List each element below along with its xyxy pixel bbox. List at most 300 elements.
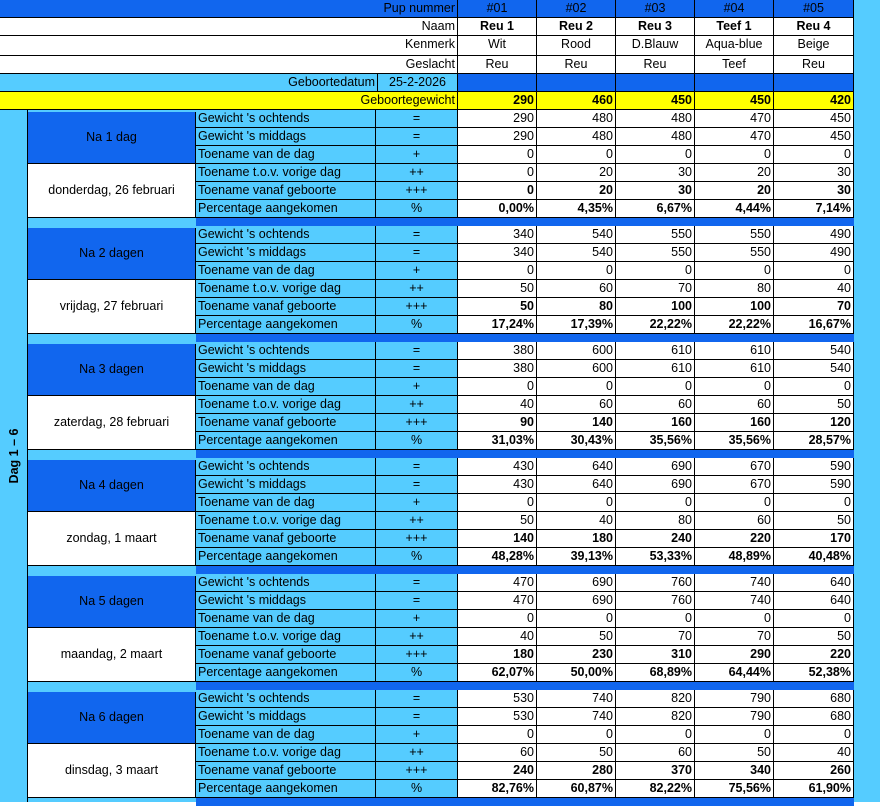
day-title-2[interactable]: Na 2 dagen bbox=[28, 228, 196, 280]
value-cell-day6-row1-pup4[interactable]: 790 bbox=[695, 690, 774, 708]
row-symbol[interactable]: +++ bbox=[376, 762, 458, 780]
value-cell-day2-row2-pup4[interactable]: 550 bbox=[695, 244, 774, 262]
value-cell-day4-row3-pup3[interactable]: 0 bbox=[616, 494, 695, 512]
value-cell-day3-row3-pup2[interactable]: 0 bbox=[537, 378, 616, 396]
row-symbol[interactable]: % bbox=[376, 548, 458, 566]
value-cell-day2-row1-pup5[interactable]: 490 bbox=[774, 226, 854, 244]
row-label[interactable]: Toename van de dag bbox=[196, 262, 376, 280]
pup-number-1[interactable]: #01 bbox=[458, 0, 537, 18]
row-label[interactable]: Toename vanaf geboorte bbox=[196, 646, 376, 664]
birthweight-label[interactable]: Geboortegewicht bbox=[0, 92, 458, 110]
row-symbol[interactable]: ++ bbox=[376, 164, 458, 182]
value-cell-day5-row2-pup5[interactable]: 640 bbox=[774, 592, 854, 610]
value-cell-day6-row5-pup1[interactable]: 240 bbox=[458, 762, 537, 780]
value-cell-day2-row1-pup2[interactable]: 540 bbox=[537, 226, 616, 244]
value-cell-day2-row5-pup3[interactable]: 100 bbox=[616, 298, 695, 316]
row-symbol[interactable]: +++ bbox=[376, 530, 458, 548]
day-date-5[interactable]: maandag, 2 maart bbox=[28, 628, 196, 682]
value-cell-day2-row3-pup1[interactable]: 0 bbox=[458, 262, 537, 280]
value-cell-day5-row3-pup5[interactable]: 0 bbox=[774, 610, 854, 628]
value-cell-day6-row3-pup2[interactable]: 0 bbox=[537, 726, 616, 744]
day-title-1[interactable]: Na 1 dag bbox=[28, 112, 196, 164]
value-cell-day4-row5-pup3[interactable]: 240 bbox=[616, 530, 695, 548]
value-cell-day6-row1-pup3[interactable]: 820 bbox=[616, 690, 695, 708]
value-cell-day5-row2-pup2[interactable]: 690 bbox=[537, 592, 616, 610]
birthdate-label[interactable]: Geboortedatum bbox=[0, 74, 378, 92]
pup-sex-5[interactable]: Reu bbox=[774, 56, 854, 74]
birthweight-pup-4[interactable]: 450 bbox=[695, 92, 774, 110]
value-cell-day1-row4-pup1[interactable]: 0 bbox=[458, 164, 537, 182]
value-cell-day5-row3-pup3[interactable]: 0 bbox=[616, 610, 695, 628]
row-symbol[interactable]: ++ bbox=[376, 744, 458, 762]
value-cell-day2-row1-pup4[interactable]: 550 bbox=[695, 226, 774, 244]
row-symbol[interactable]: + bbox=[376, 726, 458, 744]
value-cell-day2-row3-pup2[interactable]: 0 bbox=[537, 262, 616, 280]
value-cell-day6-row1-pup1[interactable]: 530 bbox=[458, 690, 537, 708]
value-cell-day5-row4-pup2[interactable]: 50 bbox=[537, 628, 616, 646]
row-label[interactable]: Toename t.o.v. vorige dag bbox=[196, 280, 376, 298]
value-cell-day4-row1-pup3[interactable]: 690 bbox=[616, 458, 695, 476]
value-cell-day1-row1-pup2[interactable]: 480 bbox=[537, 110, 616, 128]
row-label[interactable]: Toename vanaf geboorte bbox=[196, 762, 376, 780]
row-symbol[interactable]: = bbox=[376, 128, 458, 146]
value-cell-day1-row1-pup1[interactable]: 290 bbox=[458, 110, 537, 128]
value-cell-day1-row3-pup1[interactable]: 0 bbox=[458, 146, 537, 164]
value-cell-day4-row4-pup1[interactable]: 50 bbox=[458, 512, 537, 530]
value-cell-day6-row3-pup3[interactable]: 0 bbox=[616, 726, 695, 744]
birthdate-pup-1[interactable] bbox=[458, 74, 537, 92]
value-cell-day3-row3-pup3[interactable]: 0 bbox=[616, 378, 695, 396]
value-cell-day6-row4-pup1[interactable]: 60 bbox=[458, 744, 537, 762]
value-cell-day1-row2-pup5[interactable]: 450 bbox=[774, 128, 854, 146]
pup-name-2[interactable]: Reu 2 bbox=[537, 18, 616, 36]
value-cell-day1-row6-pup1[interactable]: 0,00% bbox=[458, 200, 537, 218]
value-cell-day6-row5-pup2[interactable]: 280 bbox=[537, 762, 616, 780]
value-cell-day2-row2-pup3[interactable]: 550 bbox=[616, 244, 695, 262]
value-cell-day4-row3-pup5[interactable]: 0 bbox=[774, 494, 854, 512]
value-cell-day3-row5-pup2[interactable]: 140 bbox=[537, 414, 616, 432]
row-label[interactable]: Gewicht 's middags bbox=[196, 476, 376, 494]
value-cell-day3-row5-pup3[interactable]: 160 bbox=[616, 414, 695, 432]
row-symbol[interactable]: +++ bbox=[376, 298, 458, 316]
value-cell-day3-row1-pup2[interactable]: 600 bbox=[537, 342, 616, 360]
value-cell-day6-row6-pup1[interactable]: 82,76% bbox=[458, 780, 537, 798]
pup-name-4[interactable]: Teef 1 bbox=[695, 18, 774, 36]
value-cell-day1-row1-pup3[interactable]: 480 bbox=[616, 110, 695, 128]
day-title-6[interactable]: Na 6 dagen bbox=[28, 692, 196, 744]
value-cell-day2-row6-pup4[interactable]: 22,22% bbox=[695, 316, 774, 334]
value-cell-day2-row4-pup4[interactable]: 80 bbox=[695, 280, 774, 298]
row-label[interactable]: Gewicht 's ochtends bbox=[196, 226, 376, 244]
row-symbol[interactable]: ++ bbox=[376, 280, 458, 298]
row-symbol[interactable]: = bbox=[376, 592, 458, 610]
value-cell-day2-row2-pup5[interactable]: 490 bbox=[774, 244, 854, 262]
value-cell-day4-row2-pup3[interactable]: 690 bbox=[616, 476, 695, 494]
value-cell-day5-row6-pup4[interactable]: 64,44% bbox=[695, 664, 774, 682]
value-cell-day4-row5-pup5[interactable]: 170 bbox=[774, 530, 854, 548]
row-label[interactable]: Toename vanaf geboorte bbox=[196, 298, 376, 316]
row-symbol[interactable]: ++ bbox=[376, 628, 458, 646]
birthweight-pup-2[interactable]: 460 bbox=[537, 92, 616, 110]
day-date-6[interactable]: dinsdag, 3 maart bbox=[28, 744, 196, 798]
row-symbol[interactable]: = bbox=[376, 690, 458, 708]
value-cell-day5-row1-pup1[interactable]: 470 bbox=[458, 574, 537, 592]
day-title-3[interactable]: Na 3 dagen bbox=[28, 344, 196, 396]
row-label[interactable]: Toename t.o.v. vorige dag bbox=[196, 628, 376, 646]
value-cell-day4-row3-pup4[interactable]: 0 bbox=[695, 494, 774, 512]
value-cell-day3-row4-pup3[interactable]: 60 bbox=[616, 396, 695, 414]
value-cell-day5-row5-pup4[interactable]: 290 bbox=[695, 646, 774, 664]
value-cell-day2-row1-pup3[interactable]: 550 bbox=[616, 226, 695, 244]
row-label[interactable]: Toename vanaf geboorte bbox=[196, 530, 376, 548]
row-symbol[interactable]: ++ bbox=[376, 396, 458, 414]
value-cell-day5-row6-pup3[interactable]: 68,89% bbox=[616, 664, 695, 682]
pup-name-1[interactable]: Reu 1 bbox=[458, 18, 537, 36]
value-cell-day2-row6-pup1[interactable]: 17,24% bbox=[458, 316, 537, 334]
row-label[interactable]: Toename t.o.v. vorige dag bbox=[196, 164, 376, 182]
row-label[interactable]: Gewicht 's middags bbox=[196, 592, 376, 610]
pup-mark-1[interactable]: Wit bbox=[458, 36, 537, 56]
row-symbol[interactable]: % bbox=[376, 780, 458, 798]
row-label[interactable]: Gewicht 's middags bbox=[196, 128, 376, 146]
row-label[interactable]: Percentage aangekomen bbox=[196, 432, 376, 450]
row-symbol[interactable]: = bbox=[376, 244, 458, 262]
pup-number-5[interactable]: #05 bbox=[774, 0, 854, 18]
value-cell-day1-row4-pup2[interactable]: 20 bbox=[537, 164, 616, 182]
row-symbol[interactable]: = bbox=[376, 476, 458, 494]
value-cell-day6-row4-pup2[interactable]: 50 bbox=[537, 744, 616, 762]
value-cell-day4-row5-pup4[interactable]: 220 bbox=[695, 530, 774, 548]
row-symbol[interactable]: +++ bbox=[376, 414, 458, 432]
row-label[interactable]: Gewicht 's ochtends bbox=[196, 458, 376, 476]
pup-sex-3[interactable]: Reu bbox=[616, 56, 695, 74]
pup-name-3[interactable]: Reu 3 bbox=[616, 18, 695, 36]
value-cell-day3-row6-pup2[interactable]: 30,43% bbox=[537, 432, 616, 450]
value-cell-day3-row2-pup2[interactable]: 600 bbox=[537, 360, 616, 378]
value-cell-day4-row1-pup5[interactable]: 590 bbox=[774, 458, 854, 476]
value-cell-day1-row5-pup4[interactable]: 20 bbox=[695, 182, 774, 200]
value-cell-day2-row3-pup4[interactable]: 0 bbox=[695, 262, 774, 280]
value-cell-day2-row4-pup1[interactable]: 50 bbox=[458, 280, 537, 298]
row-label[interactable]: Toename t.o.v. vorige dag bbox=[196, 512, 376, 530]
value-cell-day3-row6-pup5[interactable]: 28,57% bbox=[774, 432, 854, 450]
value-cell-day1-row6-pup3[interactable]: 6,67% bbox=[616, 200, 695, 218]
value-cell-day6-row5-pup3[interactable]: 370 bbox=[616, 762, 695, 780]
value-cell-day3-row6-pup4[interactable]: 35,56% bbox=[695, 432, 774, 450]
value-cell-day5-row1-pup2[interactable]: 690 bbox=[537, 574, 616, 592]
birthdate-pup-4[interactable] bbox=[695, 74, 774, 92]
birthweight-pup-1[interactable]: 290 bbox=[458, 92, 537, 110]
value-cell-day5-row1-pup4[interactable]: 740 bbox=[695, 574, 774, 592]
value-cell-day6-row2-pup5[interactable]: 680 bbox=[774, 708, 854, 726]
value-cell-day5-row4-pup1[interactable]: 40 bbox=[458, 628, 537, 646]
value-cell-day5-row5-pup5[interactable]: 220 bbox=[774, 646, 854, 664]
value-cell-day2-row2-pup2[interactable]: 540 bbox=[537, 244, 616, 262]
row-label[interactable]: Toename van de dag bbox=[196, 610, 376, 628]
day-date-2[interactable]: vrijdag, 27 februari bbox=[28, 280, 196, 334]
row-label[interactable]: Gewicht 's middags bbox=[196, 244, 376, 262]
value-cell-day3-row5-pup4[interactable]: 160 bbox=[695, 414, 774, 432]
row-symbol[interactable]: % bbox=[376, 200, 458, 218]
row-symbol[interactable]: = bbox=[376, 360, 458, 378]
value-cell-day3-row4-pup1[interactable]: 40 bbox=[458, 396, 537, 414]
value-cell-day3-row1-pup1[interactable]: 380 bbox=[458, 342, 537, 360]
pup-number-4[interactable]: #04 bbox=[695, 0, 774, 18]
value-cell-day1-row3-pup2[interactable]: 0 bbox=[537, 146, 616, 164]
value-cell-day1-row3-pup3[interactable]: 0 bbox=[616, 146, 695, 164]
value-cell-day1-row2-pup4[interactable]: 470 bbox=[695, 128, 774, 146]
value-cell-day3-row3-pup1[interactable]: 0 bbox=[458, 378, 537, 396]
value-cell-day1-row5-pup1[interactable]: 0 bbox=[458, 182, 537, 200]
header-pup_number_label[interactable]: Pup nummer bbox=[0, 0, 458, 18]
row-symbol[interactable]: % bbox=[376, 432, 458, 450]
value-cell-day5-row4-pup3[interactable]: 70 bbox=[616, 628, 695, 646]
value-cell-day6-row4-pup5[interactable]: 40 bbox=[774, 744, 854, 762]
value-cell-day1-row5-pup5[interactable]: 30 bbox=[774, 182, 854, 200]
value-cell-day6-row6-pup5[interactable]: 61,90% bbox=[774, 780, 854, 798]
row-label[interactable]: Percentage aangekomen bbox=[196, 548, 376, 566]
row-label[interactable]: Toename van de dag bbox=[196, 494, 376, 512]
value-cell-day6-row3-pup5[interactable]: 0 bbox=[774, 726, 854, 744]
value-cell-day5-row2-pup4[interactable]: 740 bbox=[695, 592, 774, 610]
value-cell-day4-row5-pup2[interactable]: 180 bbox=[537, 530, 616, 548]
row-symbol[interactable]: = bbox=[376, 226, 458, 244]
row-symbol[interactable]: % bbox=[376, 664, 458, 682]
value-cell-day3-row5-pup5[interactable]: 120 bbox=[774, 414, 854, 432]
value-cell-day3-row3-pup4[interactable]: 0 bbox=[695, 378, 774, 396]
value-cell-day6-row6-pup2[interactable]: 60,87% bbox=[537, 780, 616, 798]
header-name_label[interactable]: Naam bbox=[0, 18, 458, 36]
value-cell-day1-row4-pup3[interactable]: 30 bbox=[616, 164, 695, 182]
value-cell-day1-row1-pup5[interactable]: 450 bbox=[774, 110, 854, 128]
value-cell-day4-row5-pup1[interactable]: 140 bbox=[458, 530, 537, 548]
value-cell-day2-row6-pup5[interactable]: 16,67% bbox=[774, 316, 854, 334]
value-cell-day6-row1-pup2[interactable]: 740 bbox=[537, 690, 616, 708]
value-cell-day3-row3-pup5[interactable]: 0 bbox=[774, 378, 854, 396]
value-cell-day6-row6-pup4[interactable]: 75,56% bbox=[695, 780, 774, 798]
value-cell-day2-row6-pup3[interactable]: 22,22% bbox=[616, 316, 695, 334]
value-cell-day4-row6-pup4[interactable]: 48,89% bbox=[695, 548, 774, 566]
value-cell-day6-row4-pup3[interactable]: 60 bbox=[616, 744, 695, 762]
value-cell-day1-row4-pup5[interactable]: 30 bbox=[774, 164, 854, 182]
birthdate-pup-5[interactable] bbox=[774, 74, 854, 92]
value-cell-day6-row4-pup4[interactable]: 50 bbox=[695, 744, 774, 762]
row-symbol[interactable]: ++ bbox=[376, 512, 458, 530]
pup-mark-5[interactable]: Beige bbox=[774, 36, 854, 56]
value-cell-day4-row1-pup1[interactable]: 430 bbox=[458, 458, 537, 476]
value-cell-day6-row2-pup4[interactable]: 790 bbox=[695, 708, 774, 726]
value-cell-day6-row1-pup5[interactable]: 680 bbox=[774, 690, 854, 708]
row-label[interactable]: Toename van de dag bbox=[196, 726, 376, 744]
value-cell-day5-row1-pup3[interactable]: 760 bbox=[616, 574, 695, 592]
row-symbol[interactable]: + bbox=[376, 494, 458, 512]
header-sex_label[interactable]: Geslacht bbox=[0, 56, 458, 74]
value-cell-day6-row2-pup3[interactable]: 820 bbox=[616, 708, 695, 726]
value-cell-day4-row2-pup5[interactable]: 590 bbox=[774, 476, 854, 494]
value-cell-day4-row4-pup3[interactable]: 80 bbox=[616, 512, 695, 530]
value-cell-day3-row4-pup5[interactable]: 50 bbox=[774, 396, 854, 414]
value-cell-day3-row1-pup5[interactable]: 540 bbox=[774, 342, 854, 360]
row-label[interactable]: Toename t.o.v. vorige dag bbox=[196, 744, 376, 762]
value-cell-day3-row4-pup2[interactable]: 60 bbox=[537, 396, 616, 414]
value-cell-day1-row2-pup2[interactable]: 480 bbox=[537, 128, 616, 146]
value-cell-day4-row1-pup2[interactable]: 640 bbox=[537, 458, 616, 476]
value-cell-day4-row6-pup1[interactable]: 48,28% bbox=[458, 548, 537, 566]
row-label[interactable]: Gewicht 's middags bbox=[196, 708, 376, 726]
row-label[interactable]: Gewicht 's ochtends bbox=[196, 574, 376, 592]
day-title-5[interactable]: Na 5 dagen bbox=[28, 576, 196, 628]
value-cell-day6-row5-pup5[interactable]: 260 bbox=[774, 762, 854, 780]
row-symbol[interactable]: + bbox=[376, 146, 458, 164]
row-label[interactable]: Toename van de dag bbox=[196, 378, 376, 396]
value-cell-day1-row6-pup2[interactable]: 4,35% bbox=[537, 200, 616, 218]
value-cell-day5-row2-pup3[interactable]: 760 bbox=[616, 592, 695, 610]
row-label[interactable]: Gewicht 's ochtends bbox=[196, 110, 376, 128]
row-symbol[interactable]: = bbox=[376, 342, 458, 360]
pup-mark-3[interactable]: D.Blauw bbox=[616, 36, 695, 56]
value-cell-day6-row2-pup1[interactable]: 530 bbox=[458, 708, 537, 726]
row-label[interactable]: Percentage aangekomen bbox=[196, 200, 376, 218]
value-cell-day2-row1-pup1[interactable]: 340 bbox=[458, 226, 537, 244]
pup-number-2[interactable]: #02 bbox=[537, 0, 616, 18]
value-cell-day6-row2-pup2[interactable]: 740 bbox=[537, 708, 616, 726]
value-cell-day2-row2-pup1[interactable]: 340 bbox=[458, 244, 537, 262]
value-cell-day4-row2-pup4[interactable]: 670 bbox=[695, 476, 774, 494]
value-cell-day4-row3-pup1[interactable]: 0 bbox=[458, 494, 537, 512]
value-cell-day3-row6-pup1[interactable]: 31,03% bbox=[458, 432, 537, 450]
value-cell-day3-row2-pup1[interactable]: 380 bbox=[458, 360, 537, 378]
pup-number-3[interactable]: #03 bbox=[616, 0, 695, 18]
row-label[interactable]: Percentage aangekomen bbox=[196, 316, 376, 334]
value-cell-day5-row4-pup4[interactable]: 70 bbox=[695, 628, 774, 646]
value-cell-day2-row4-pup2[interactable]: 60 bbox=[537, 280, 616, 298]
value-cell-day2-row6-pup2[interactable]: 17,39% bbox=[537, 316, 616, 334]
row-label[interactable]: Percentage aangekomen bbox=[196, 780, 376, 798]
value-cell-day5-row6-pup2[interactable]: 50,00% bbox=[537, 664, 616, 682]
row-symbol[interactable]: + bbox=[376, 610, 458, 628]
day-date-3[interactable]: zaterdag, 28 februari bbox=[28, 396, 196, 450]
value-cell-day4-row4-pup4[interactable]: 60 bbox=[695, 512, 774, 530]
value-cell-day6-row3-pup4[interactable]: 0 bbox=[695, 726, 774, 744]
birthdate-pup-3[interactable] bbox=[616, 74, 695, 92]
pup-name-5[interactable]: Reu 4 bbox=[774, 18, 854, 36]
value-cell-day3-row6-pup3[interactable]: 35,56% bbox=[616, 432, 695, 450]
value-cell-day4-row6-pup2[interactable]: 39,13% bbox=[537, 548, 616, 566]
value-cell-day5-row5-pup2[interactable]: 230 bbox=[537, 646, 616, 664]
value-cell-day1-row3-pup5[interactable]: 0 bbox=[774, 146, 854, 164]
value-cell-day6-row3-pup1[interactable]: 0 bbox=[458, 726, 537, 744]
value-cell-day3-row5-pup1[interactable]: 90 bbox=[458, 414, 537, 432]
value-cell-day2-row5-pup5[interactable]: 70 bbox=[774, 298, 854, 316]
value-cell-day2-row3-pup3[interactable]: 0 bbox=[616, 262, 695, 280]
value-cell-day2-row3-pup5[interactable]: 0 bbox=[774, 262, 854, 280]
value-cell-day5-row3-pup4[interactable]: 0 bbox=[695, 610, 774, 628]
value-cell-day1-row2-pup1[interactable]: 290 bbox=[458, 128, 537, 146]
row-symbol[interactable]: = bbox=[376, 458, 458, 476]
birthdate-pup-2[interactable] bbox=[537, 74, 616, 92]
value-cell-day2-row5-pup1[interactable]: 50 bbox=[458, 298, 537, 316]
value-cell-day5-row2-pup1[interactable]: 470 bbox=[458, 592, 537, 610]
value-cell-day3-row2-pup4[interactable]: 610 bbox=[695, 360, 774, 378]
value-cell-day4-row6-pup3[interactable]: 53,33% bbox=[616, 548, 695, 566]
row-label[interactable]: Gewicht 's ochtends bbox=[196, 690, 376, 708]
value-cell-day1-row5-pup3[interactable]: 30 bbox=[616, 182, 695, 200]
day-date-1[interactable]: donderdag, 26 februari bbox=[28, 164, 196, 218]
value-cell-day1-row5-pup2[interactable]: 20 bbox=[537, 182, 616, 200]
value-cell-day1-row1-pup4[interactable]: 470 bbox=[695, 110, 774, 128]
row-label[interactable]: Toename vanaf geboorte bbox=[196, 182, 376, 200]
row-symbol[interactable]: +++ bbox=[376, 646, 458, 664]
value-cell-day5-row6-pup5[interactable]: 52,38% bbox=[774, 664, 854, 682]
value-cell-day1-row3-pup4[interactable]: 0 bbox=[695, 146, 774, 164]
row-label[interactable]: Percentage aangekomen bbox=[196, 664, 376, 682]
value-cell-day2-row4-pup5[interactable]: 40 bbox=[774, 280, 854, 298]
value-cell-day4-row4-pup2[interactable]: 40 bbox=[537, 512, 616, 530]
value-cell-day5-row5-pup1[interactable]: 180 bbox=[458, 646, 537, 664]
row-symbol[interactable]: = bbox=[376, 110, 458, 128]
value-cell-day4-row6-pup5[interactable]: 40,48% bbox=[774, 548, 854, 566]
value-cell-day3-row2-pup5[interactable]: 540 bbox=[774, 360, 854, 378]
header-mark_label[interactable]: Kenmerk bbox=[0, 36, 458, 56]
row-label[interactable]: Gewicht 's ochtends bbox=[196, 342, 376, 360]
value-cell-day4-row2-pup1[interactable]: 430 bbox=[458, 476, 537, 494]
value-cell-day2-row5-pup2[interactable]: 80 bbox=[537, 298, 616, 316]
row-label[interactable]: Toename t.o.v. vorige dag bbox=[196, 396, 376, 414]
day-date-4[interactable]: zondag, 1 maart bbox=[28, 512, 196, 566]
pup-sex-1[interactable]: Reu bbox=[458, 56, 537, 74]
value-cell-day4-row3-pup2[interactable]: 0 bbox=[537, 494, 616, 512]
row-symbol[interactable]: + bbox=[376, 378, 458, 396]
value-cell-day6-row6-pup3[interactable]: 82,22% bbox=[616, 780, 695, 798]
row-label[interactable]: Toename van de dag bbox=[196, 146, 376, 164]
value-cell-day3-row1-pup3[interactable]: 610 bbox=[616, 342, 695, 360]
value-cell-day3-row1-pup4[interactable]: 610 bbox=[695, 342, 774, 360]
value-cell-day5-row1-pup5[interactable]: 640 bbox=[774, 574, 854, 592]
value-cell-day5-row5-pup3[interactable]: 310 bbox=[616, 646, 695, 664]
birthweight-pup-5[interactable]: 420 bbox=[774, 92, 854, 110]
pup-sex-2[interactable]: Reu bbox=[537, 56, 616, 74]
value-cell-day5-row4-pup5[interactable]: 50 bbox=[774, 628, 854, 646]
value-cell-day1-row2-pup3[interactable]: 480 bbox=[616, 128, 695, 146]
value-cell-day1-row4-pup4[interactable]: 20 bbox=[695, 164, 774, 182]
value-cell-day4-row2-pup2[interactable]: 640 bbox=[537, 476, 616, 494]
row-label[interactable]: Gewicht 's middags bbox=[196, 360, 376, 378]
day-title-4[interactable]: Na 4 dagen bbox=[28, 460, 196, 512]
pup-sex-4[interactable]: Teef bbox=[695, 56, 774, 74]
value-cell-day1-row6-pup4[interactable]: 4,44% bbox=[695, 200, 774, 218]
birthweight-pup-3[interactable]: 450 bbox=[616, 92, 695, 110]
value-cell-day1-row6-pup5[interactable]: 7,14% bbox=[774, 200, 854, 218]
value-cell-day3-row4-pup4[interactable]: 60 bbox=[695, 396, 774, 414]
value-cell-day2-row4-pup3[interactable]: 70 bbox=[616, 280, 695, 298]
value-cell-day5-row3-pup1[interactable]: 0 bbox=[458, 610, 537, 628]
value-cell-day4-row4-pup5[interactable]: 50 bbox=[774, 512, 854, 530]
row-label[interactable]: Toename vanaf geboorte bbox=[196, 414, 376, 432]
row-symbol[interactable]: = bbox=[376, 574, 458, 592]
birthdate-value[interactable]: 25-2-2026 bbox=[378, 74, 458, 92]
value-cell-day3-row2-pup3[interactable]: 610 bbox=[616, 360, 695, 378]
row-symbol[interactable]: % bbox=[376, 316, 458, 334]
value-cell-day5-row3-pup2[interactable]: 0 bbox=[537, 610, 616, 628]
value-cell-day6-row5-pup4[interactable]: 340 bbox=[695, 762, 774, 780]
value-cell-day5-row6-pup1[interactable]: 62,07% bbox=[458, 664, 537, 682]
value-cell-day4-row1-pup4[interactable]: 670 bbox=[695, 458, 774, 476]
row-symbol[interactable]: = bbox=[376, 708, 458, 726]
value-cell-day2-row5-pup4[interactable]: 100 bbox=[695, 298, 774, 316]
pup-mark-2[interactable]: Rood bbox=[537, 36, 616, 56]
pup-mark-4[interactable]: Aqua-blue bbox=[695, 36, 774, 56]
row-symbol[interactable]: +++ bbox=[376, 182, 458, 200]
